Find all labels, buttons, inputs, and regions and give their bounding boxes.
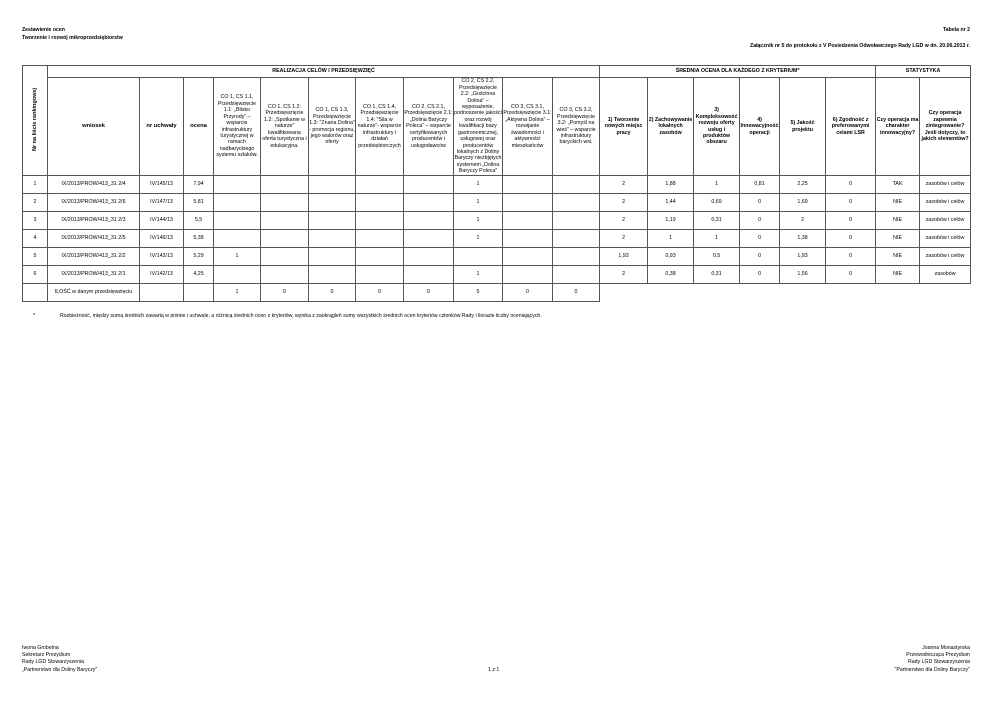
section-realizacja: REALIZACJA CELÓW I PRZEDSIĘWZIĘĆ	[48, 66, 600, 78]
col-wniosek: wniosek	[48, 78, 140, 176]
summary-blank	[600, 284, 648, 302]
criterion-cell: 0	[826, 176, 876, 194]
summary-blank	[876, 284, 920, 302]
table-row	[23, 248, 971, 266]
goal-cell	[214, 176, 261, 194]
col-criterion-6: 6) Zgodność z preferowanymi celami LSR	[826, 78, 876, 176]
integration-cell: zasobów i celów	[920, 194, 971, 212]
goal-cell	[404, 176, 454, 194]
criterion-cell: 1,69	[780, 194, 826, 212]
goal-cell	[261, 230, 309, 248]
criterion-cell: 2	[600, 212, 648, 230]
criterion-cell: 0	[826, 230, 876, 248]
rank-cell: 3	[23, 212, 48, 230]
summary-goal-cell: 1	[214, 284, 261, 302]
goal-cell	[404, 194, 454, 212]
goal-cell	[309, 176, 356, 194]
criterion-cell: 2	[780, 212, 826, 230]
application-cell: IX/2013/PROW/413_31 2/6	[48, 194, 140, 212]
score-cell: 7,94	[184, 176, 214, 194]
goal-cell	[553, 176, 600, 194]
criterion-cell: 0,69	[694, 194, 740, 212]
innovative-cell: TAK	[876, 176, 920, 194]
innovative-cell: NIE	[876, 248, 920, 266]
goal-cell	[261, 212, 309, 230]
integration-cell: zasobów	[920, 266, 971, 284]
section-srednia: ŚREDNIA OCENA DLA KAŻDEGO Z KRYTERIUM*	[600, 66, 876, 78]
summary-goal-cell: 0	[356, 284, 404, 302]
application-cell: IX/2013/PROW/413_31 2/4	[48, 176, 140, 194]
summary-row	[23, 284, 971, 302]
goal-cell	[404, 212, 454, 230]
goal-cell	[553, 194, 600, 212]
summary-goal-cell: 0	[309, 284, 356, 302]
goal-cell: 1	[214, 248, 261, 266]
integration-cell: zasobów i celów	[920, 230, 971, 248]
table-row	[23, 266, 971, 284]
col-stat-integrated: Czy operacja zapewnia zintegrowanie? Jeśli dotyczy, to jakich elementów?	[920, 78, 971, 176]
criterion-cell: 1,38	[780, 230, 826, 248]
summary-goal-cell: 0	[404, 284, 454, 302]
criterion-cell: 0,38	[648, 266, 694, 284]
summary-blank	[648, 284, 694, 302]
resolution-cell: IV/146/13	[140, 230, 184, 248]
col-goal-1-4: CO 1, CS 1.4, Przedsięwzięcie 1.4: "Sila w naturze"- wsparcie infrastruktury i działań przedsiębiorczych	[356, 78, 404, 176]
goal-cell	[309, 230, 356, 248]
criterion-cell: 1	[648, 230, 694, 248]
col-criterion-3: 3) Kompleksowość rozwoju oferty usług i produktów obszaru	[694, 78, 740, 176]
table-row	[23, 194, 971, 212]
criterion-cell: 0	[826, 212, 876, 230]
summary-goal-cell: 5	[454, 284, 503, 302]
goal-cell	[309, 266, 356, 284]
ratings-table	[22, 65, 971, 302]
col-criterion-4: 4) Innowacyjność operacji	[740, 78, 780, 176]
summary-blank	[140, 284, 184, 302]
score-cell: 5,81	[184, 194, 214, 212]
goal-cell	[356, 248, 404, 266]
goal-cell	[214, 266, 261, 284]
criterion-cell: 2	[600, 266, 648, 284]
criterion-cell: 0	[826, 248, 876, 266]
goal-cell	[261, 266, 309, 284]
col-criterion-5: 5) Jakość projektu	[780, 78, 826, 176]
table-row	[23, 176, 971, 194]
application-cell: IX/2013/PROW/413_31 2/1	[48, 266, 140, 284]
summary-blank	[184, 284, 214, 302]
resolution-cell: IV/144/13	[140, 212, 184, 230]
document-title: Zestawienie ocen	[22, 27, 65, 33]
score-cell: 4,25	[184, 266, 214, 284]
footnote-mark: *	[33, 313, 36, 319]
summary-blank	[23, 284, 48, 302]
application-cell: IX/2013/PROW/413_31 2/5	[48, 230, 140, 248]
criterion-cell: 0,81	[740, 176, 780, 194]
table-row	[23, 212, 971, 230]
goal-cell	[503, 194, 553, 212]
criterion-cell: 0	[740, 212, 780, 230]
goal-cell	[309, 194, 356, 212]
criterion-cell: 0,93	[648, 248, 694, 266]
application-cell: IX/2013/PROW/413_31 2/3	[48, 212, 140, 230]
summary-goal-cell: 0	[261, 284, 309, 302]
score-cell: 5,29	[184, 248, 214, 266]
score-cell: 5,38	[184, 230, 214, 248]
criterion-cell: 0,5	[694, 248, 740, 266]
criterion-cell: 2,25	[780, 176, 826, 194]
summary-goal-cell: 0	[503, 284, 553, 302]
criterion-cell: 0	[740, 248, 780, 266]
goal-cell	[356, 230, 404, 248]
goal-cell: 1	[454, 176, 503, 194]
goal-cell	[553, 230, 600, 248]
col-rank: Nr na liście rankingowej	[23, 66, 48, 176]
table-number: Tabela nr 2	[942, 27, 970, 33]
goal-cell	[404, 230, 454, 248]
criterion-cell: 0	[740, 194, 780, 212]
summary-blank	[920, 284, 971, 302]
goal-cell	[214, 212, 261, 230]
goal-cell	[261, 194, 309, 212]
summary-blank	[740, 284, 780, 302]
goal-cell	[214, 194, 261, 212]
criterion-cell: 2	[600, 230, 648, 248]
col-goal-3-1: CO 3, CS 3.1, Przedsięwzięcie 3.1: „Aktywna Dolina” – rozwijanie świadomości i aktywności mieszkańców	[503, 78, 553, 176]
rank-cell: 2	[23, 194, 48, 212]
col-goal-1-3: CO 1, CS 1.3, Przedsięwzięcie 1.3: "Znana Dolina" - promocja regionu, jego walorów oraz oferty	[309, 78, 356, 176]
goal-cell	[356, 176, 404, 194]
summary-blank	[780, 284, 826, 302]
resolution-cell: IV/143/13	[140, 248, 184, 266]
goal-cell	[356, 194, 404, 212]
goal-cell	[454, 248, 503, 266]
rank-cell: 6	[23, 266, 48, 284]
goal-cell	[503, 176, 553, 194]
goal-cell	[553, 248, 600, 266]
rank-cell: 4	[23, 230, 48, 248]
criterion-cell: 0	[826, 266, 876, 284]
goal-cell	[356, 212, 404, 230]
criterion-cell: 1,88	[648, 176, 694, 194]
goal-cell	[503, 248, 553, 266]
goal-cell	[503, 266, 553, 284]
summary-blank	[826, 284, 876, 302]
document-subtitle: Tworzenie i rozwój mikroprzedsiębiorstw	[22, 35, 123, 41]
goal-cell	[503, 230, 553, 248]
goal-cell	[214, 230, 261, 248]
attachment-note: Załącznik nr 5 do protokołu z V Posiedzenia Odwoławczego Rady LGD w dn. 20.06.2013 r.	[750, 43, 970, 49]
col-criterion-2: 2) Zachowywanie lokalnych zasobów	[648, 78, 694, 176]
col-goal-1-2: CO 1, CS 1.2: Przedsięwzięcie 1.2: „Spotkanie w naturze” kwalifikowana oferta turystyczna i edukacyjna.	[261, 78, 309, 176]
rank-cell: 5	[23, 248, 48, 266]
col-goal-1-1: CO 1, CS 1.1, Przedsięwzięcie 1.1: „Blisko Przyrody” – wsparcie infrastruktury turystycznej w ramach nadbaryckiego systemu szlaków.	[214, 78, 261, 176]
col-ocena: ocena	[184, 78, 214, 176]
col-stat-innovative: Czy operacja ma charakter innowacyjny?	[876, 78, 920, 176]
criterion-cell: 0	[826, 194, 876, 212]
goal-cell	[553, 212, 600, 230]
resolution-cell: IV/142/13	[140, 266, 184, 284]
criterion-cell: 0,31	[694, 266, 740, 284]
signature-left: Iwona Grobelna Sekretarz Prezydium Rady LGD Stowarzyszenia „Partnerstwo dla Doliny Baryczy”	[22, 645, 98, 673]
innovative-cell: NIE	[876, 266, 920, 284]
col-goal-2-1: CO 2, CS 2.1, Przedsięwzięcie 2.1: „Dolina Baryczy Poleca” – wsparcie certyfikowanych producentów i usługodawców	[404, 78, 454, 176]
criterion-cell: 0,31	[694, 212, 740, 230]
goal-cell	[404, 266, 454, 284]
goal-cell	[503, 212, 553, 230]
criterion-cell: 1,93	[780, 248, 826, 266]
integration-cell: zasobów i celów	[920, 248, 971, 266]
summary-blank	[694, 284, 740, 302]
goal-cell	[261, 176, 309, 194]
goal-cell: 1	[454, 266, 503, 284]
criterion-cell: 1	[694, 176, 740, 194]
section-statystyka: STATYSTYKA	[876, 66, 971, 78]
integration-cell: zasobów i celów	[920, 176, 971, 194]
criterion-cell: 2	[600, 176, 648, 194]
goal-cell	[356, 266, 404, 284]
criterion-cell: 0	[740, 230, 780, 248]
score-cell: 5,5	[184, 212, 214, 230]
criterion-cell: 0	[740, 266, 780, 284]
page-number: 1 z 1	[488, 667, 500, 673]
criterion-cell: 1,19	[648, 212, 694, 230]
signature-right: Joanna Monastyrska Przewodnicząca Prezydium Rady LGD Stowarzyszenia "Partnerstwo dla Doliny Baryczy"	[894, 645, 970, 673]
criterion-cell: 2	[600, 194, 648, 212]
innovative-cell: NIE	[876, 212, 920, 230]
resolution-cell: IV/145/13	[140, 176, 184, 194]
goal-cell	[309, 212, 356, 230]
application-cell: IX/2013/PROW/413_31 2/2	[48, 248, 140, 266]
col-uchwala: nr uchwały	[140, 78, 184, 176]
criterion-cell: 1,56	[780, 266, 826, 284]
criterion-cell: 1,44	[648, 194, 694, 212]
table-row	[23, 230, 971, 248]
goal-cell: 1	[454, 230, 503, 248]
footnote-text: Rozbieżność, między sumą średnich zawartą w piśmie i uchwale, a różnicą średnich ocen z kryteriów, wynika z zaokrągleń sumy wszystkich średnich ocen kryteriów członków Rady i ilorazie liczby oceniających.	[60, 313, 542, 319]
col-goal-3-2: CO 3, CS 3.2, Przedsięwzięcie 3.2: „Pomyśl na wieś” – wsparcie infrastruktury baryckich wsi.	[553, 78, 600, 176]
integration-cell: zasobów i celów	[920, 212, 971, 230]
summary-label: ILOŚĆ w danym przedsięwzięciu	[48, 284, 140, 302]
rank-cell: 1	[23, 176, 48, 194]
goal-cell	[404, 248, 454, 266]
innovative-cell: NIE	[876, 230, 920, 248]
col-criterion-1: 1) Tworzenie nowych miejsc pracy	[600, 78, 648, 176]
goal-cell	[553, 266, 600, 284]
summary-goal-cell: 0	[553, 284, 600, 302]
innovative-cell: NIE	[876, 194, 920, 212]
goal-cell: 1	[454, 194, 503, 212]
resolution-cell: IV/147/13	[140, 194, 184, 212]
criterion-cell: 1,93	[600, 248, 648, 266]
goal-cell: 1	[454, 212, 503, 230]
goal-cell	[261, 248, 309, 266]
goal-cell	[309, 248, 356, 266]
col-goal-2-2: CO 2, CS 2.2, Przedsięwzięcie 2.2: „Gościnna Dolina” – wyposażenie, podnoszenie jakości oraz rozwój kwalifikacji bazy gastronomicznej, usługowej oraz producentów lokalnych z Doliny Baryczy niezbjętych systemem „Dolina Baryczy Poleca”	[454, 78, 502, 175]
criterion-cell: 1	[694, 230, 740, 248]
